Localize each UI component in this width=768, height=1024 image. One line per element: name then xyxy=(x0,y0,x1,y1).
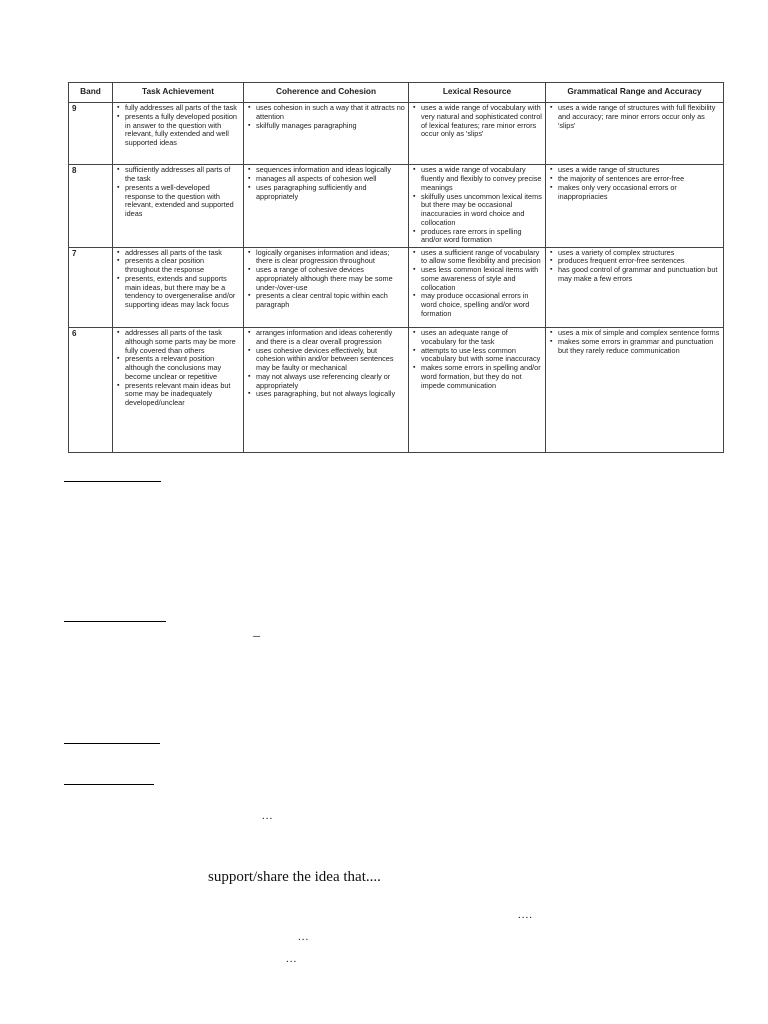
descriptor-item: ▪ sufficiently addresses all parts of the task xyxy=(125,166,240,184)
descriptor-item: ▪ presents a clear central topic within each paragraph xyxy=(256,292,405,310)
ellipsis-3: ... xyxy=(298,931,310,943)
ellipsis-2: .... xyxy=(518,909,533,921)
descriptor-item: ▪ has good control of grammar and punctuation but may make a few errors xyxy=(558,266,720,284)
grammatical-range-cell xyxy=(546,247,724,328)
descriptor-list xyxy=(116,166,240,219)
descriptor-item: ▪ may not always use referencing clearly or appropriately xyxy=(256,373,405,391)
descriptor-item: ▪ uses a range of cohesive devices appropriately although there may be some under-/over-use xyxy=(256,266,405,292)
band-cell: 7 xyxy=(69,247,113,328)
coherence-cohesion-cell xyxy=(244,328,409,453)
coherence-cohesion-cell xyxy=(244,103,409,165)
table-row xyxy=(69,165,724,247)
header-task-achievement: Task Achievement xyxy=(113,83,244,103)
descriptor-item: ▪ uses paragraphing, but not always logically xyxy=(256,390,405,399)
descriptor-item: ▪ uses a wide range of structures with full flexibility and accuracy; rare minor errors occur only as 'slips' xyxy=(558,104,720,130)
descriptor-item: ▪ arranges information and ideas coherently and there is a clear overall progression xyxy=(256,329,405,347)
descriptor-list xyxy=(116,329,240,408)
descriptor-list xyxy=(247,104,405,130)
band-cell: 8 xyxy=(69,165,113,247)
descriptor-list xyxy=(247,329,405,399)
descriptor-item: ▪ logically organises information and ideas; there is clear progression throughout xyxy=(256,249,405,267)
descriptor-item: ▪ addresses all parts of the task although some parts may be more fully covered than others xyxy=(125,329,240,355)
descriptor-list xyxy=(247,166,405,201)
grammatical-range-cell xyxy=(546,103,724,165)
header-grammatical-range: Grammatical Range and Accuracy xyxy=(546,83,724,103)
descriptor-item: ▪ presents relevant main ideas but some may be inadequately developed/unclear xyxy=(125,382,240,408)
band-cell: 6 xyxy=(69,328,113,453)
descriptor-item: ▪ makes some errors in grammar and punctuation but they rarely reduce communication xyxy=(558,338,720,356)
descriptor-item: ▪ uses cohesion in such a way that it attracts no attention xyxy=(256,104,405,122)
descriptor-list xyxy=(549,166,720,201)
descriptor-item: ▪ uses a mix of simple and complex sentence forms xyxy=(558,329,720,338)
underline-1 xyxy=(64,481,161,482)
underline-3 xyxy=(64,743,160,744)
coherence-cohesion-cell xyxy=(244,247,409,328)
band-cell: 9 xyxy=(69,103,113,165)
descriptor-item: ▪ presents a relevant position although the conclusions may become unclear or repetitive xyxy=(125,355,240,381)
task-achievement-cell xyxy=(113,247,244,328)
descriptor-item: ▪ may produce occasional errors in word choice, spelling and/or word formation xyxy=(421,292,542,318)
descriptor-item: ▪ uses less common lexical items with some awareness of style and collocation xyxy=(421,266,542,292)
table-row xyxy=(69,103,724,165)
dash-mark: _ xyxy=(253,624,260,639)
descriptor-item: ▪ the majority of sentences are error-free xyxy=(558,175,720,184)
descriptor-list xyxy=(549,249,720,284)
descriptor-list xyxy=(412,329,542,390)
descriptor-list xyxy=(116,104,240,148)
descriptor-item: ▪ skilfully manages paragraphing xyxy=(256,122,405,131)
descriptor-item: ▪ uses paragraphing sufficiently and appropriately xyxy=(256,184,405,202)
descriptor-list xyxy=(116,249,240,310)
underline-4 xyxy=(64,784,154,785)
descriptor-item: ▪ makes some errors in spelling and/or word formation, but they do not impede communication xyxy=(421,364,542,390)
descriptor-item: ▪ produces rare errors in spelling and/or word formation xyxy=(421,228,542,246)
lexical-resource-cell xyxy=(409,328,546,453)
ellipsis-4: ... xyxy=(286,953,298,965)
descriptor-list xyxy=(412,104,542,139)
descriptor-item: ▪ uses a sufficient range of vocabulary to allow some flexibility and precision xyxy=(421,249,542,267)
descriptor-item: ▪ sequences information and ideas logically xyxy=(256,166,405,175)
descriptor-item: ▪ uses a wide range of vocabulary with very natural and sophisticated control of lexical features; rare minor errors occur only as 'slips' xyxy=(421,104,542,139)
descriptor-item: ▪ addresses all parts of the task xyxy=(125,249,240,258)
descriptor-list xyxy=(247,249,405,310)
descriptor-item: ▪ presents a well-developed response to the question with relevant, extended and supported ideas xyxy=(125,184,240,219)
task-achievement-cell xyxy=(113,165,244,247)
header-lexical-resource: Lexical Resource xyxy=(409,83,546,103)
table-row xyxy=(69,328,724,453)
ellipsis-1: ... xyxy=(262,810,274,822)
grammatical-range-cell xyxy=(546,165,724,247)
descriptor-item: ▪ produces frequent error-free sentences xyxy=(558,257,720,266)
descriptor-item: ▪ fully addresses all parts of the task xyxy=(125,104,240,113)
descriptor-item: ▪ presents, extends and supports main ideas, but there may be a tendency to overgeneralise and/or supporting ideas may lack focus xyxy=(125,275,240,310)
header-band: Band xyxy=(69,83,113,103)
descriptor-list xyxy=(549,329,720,355)
lexical-resource-cell xyxy=(409,247,546,328)
task-achievement-cell xyxy=(113,328,244,453)
underline-2 xyxy=(64,621,166,622)
descriptor-list xyxy=(549,104,720,130)
support-share-line: support/share the idea that.... xyxy=(208,869,381,885)
lexical-resource-cell xyxy=(409,103,546,165)
descriptor-list xyxy=(412,249,542,319)
descriptor-item: ▪ makes only very occasional errors or inappropriacies xyxy=(558,184,720,202)
grammatical-range-cell xyxy=(546,328,724,453)
descriptor-item: ▪ uses a variety of complex structures xyxy=(558,249,720,258)
header-coherence-cohesion: Coherence and Cohesion xyxy=(244,83,409,103)
ielts-band-descriptors-table xyxy=(68,82,724,453)
descriptor-item: ▪ skilfully uses uncommon lexical items but there may be occasional inaccuracies in word choice and collocation xyxy=(421,193,542,228)
descriptor-item: ▪ attempts to use less common vocabulary but with some inaccuracy xyxy=(421,347,542,365)
descriptor-item: ▪ manages all aspects of cohesion well xyxy=(256,175,405,184)
task-achievement-cell xyxy=(113,103,244,165)
descriptor-item: ▪ presents a fully developed position in answer to the question with relevant, fully extended and well supported ideas xyxy=(125,113,240,148)
descriptor-item: ▪ uses a wide range of vocabulary fluently and flexibly to convey precise meanings xyxy=(421,166,542,192)
descriptor-item: ▪ uses a wide range of structures xyxy=(558,166,720,175)
descriptor-item: ▪ uses cohesive devices effectively, but cohesion within and/or between sentences may be faulty or mechanical xyxy=(256,347,405,373)
descriptor-item: ▪ presents a clear position throughout the response xyxy=(125,257,240,275)
table-header-row xyxy=(69,83,724,103)
coherence-cohesion-cell xyxy=(244,165,409,247)
lexical-resource-cell xyxy=(409,165,546,247)
descriptor-list xyxy=(412,166,542,245)
descriptor-item: ▪ uses an adequate range of vocabulary for the task xyxy=(421,329,542,347)
table-row xyxy=(69,247,724,328)
